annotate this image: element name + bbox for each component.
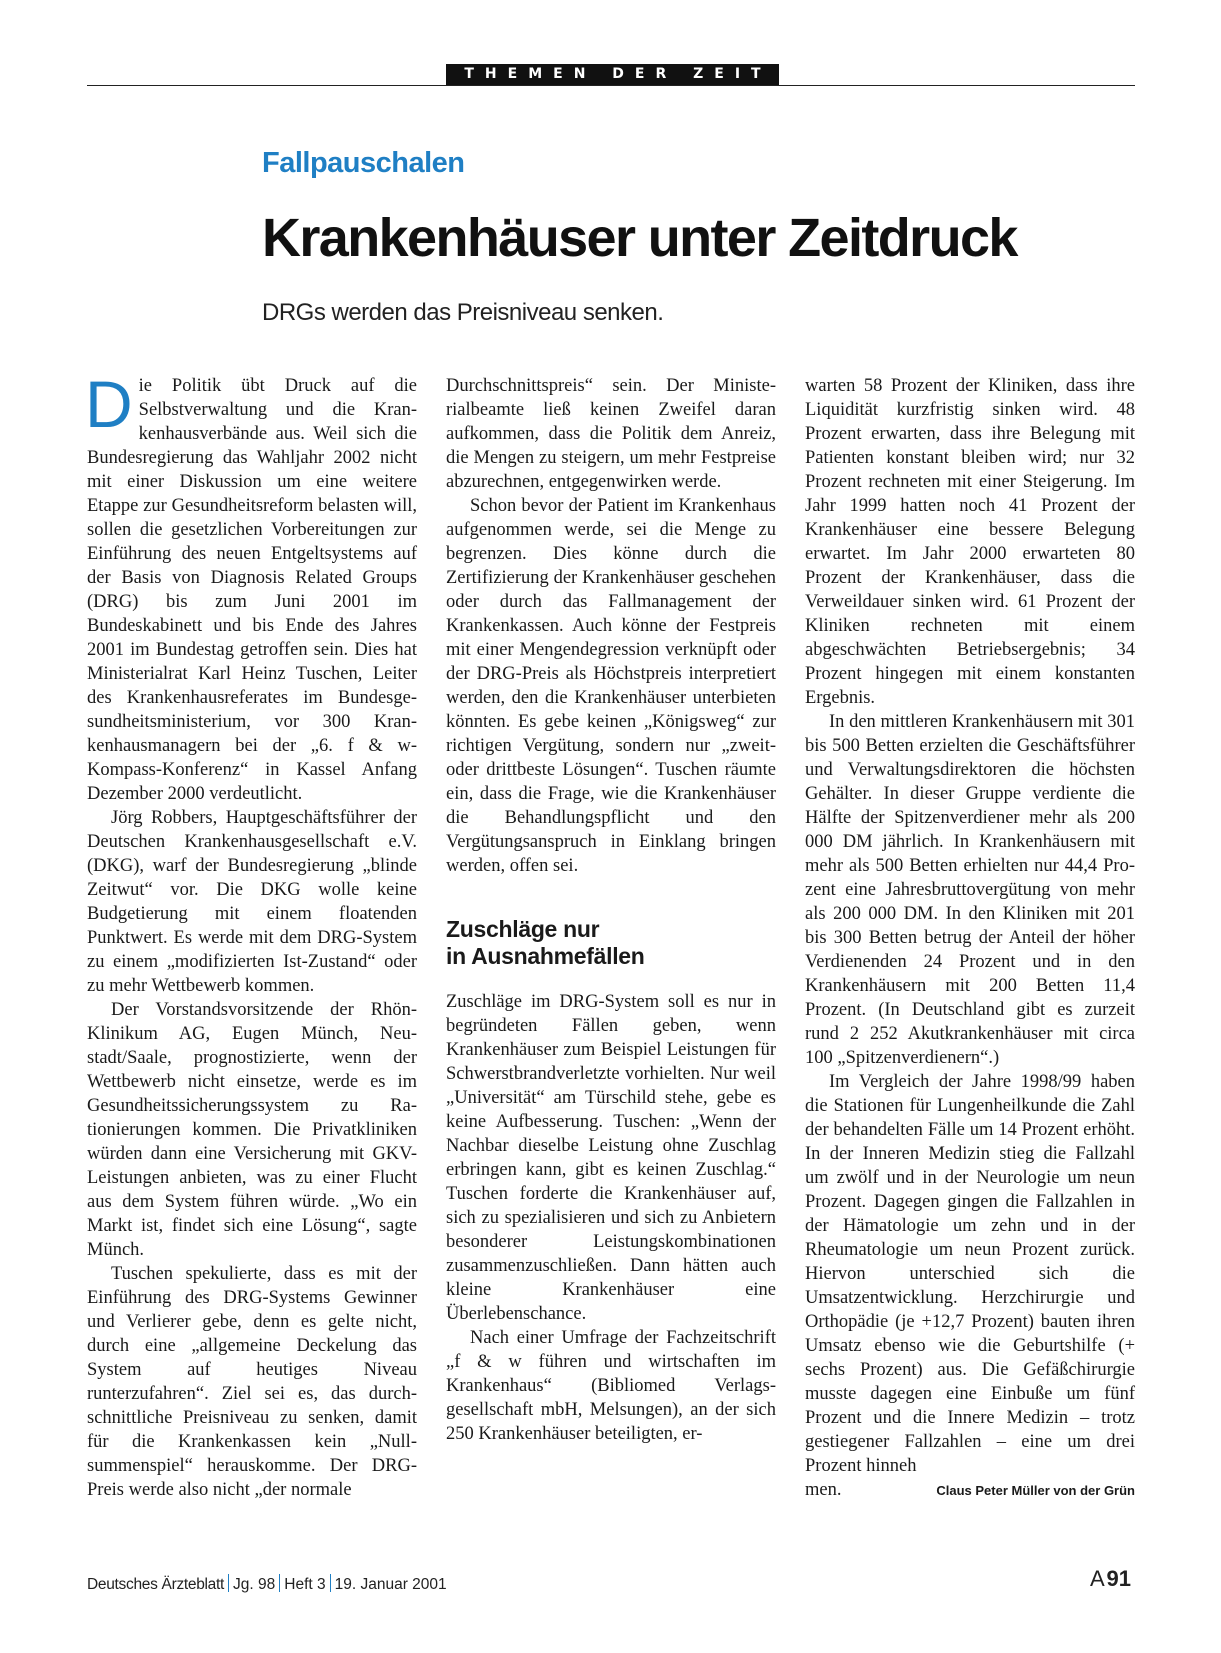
issue-date: 19. Januar 2001	[334, 1576, 447, 1593]
text-column-3	[805, 374, 1135, 1503]
divider	[330, 1574, 331, 1592]
text-column-1	[85, 367, 417, 1502]
section-rule	[87, 85, 1135, 86]
last-word: men.	[805, 1480, 842, 1500]
paragraph: Die Politik übt Druck auf die Selbstverwaltung und die Krankenhausverbände aus. Weil sich die Bundesregierung das Wahljahr 2002 nicht mit einer Diskussion um eine weitere Etappe zur Gesundheitsreform belasten will, sollen die gesetzlichen Vorbereitungen zur Einführung des neuen Entgeltsystems auf der Basis von Diagnosis Related Groups (DRG) bis zum Juni 2001 im Bundeskabinett und bis Ende des Jahres 2001 im Bundestag getroffen sein. Dies hat Ministerialrat Karl Heinz Tuschen, Leiter des Krankenhausreferates im Bundesgesundheitsministerium, vor 300 Krankenhausmanagern bei der „6. f & w-Kompass-Konferenz“ in Kassel Anfang Dezember 2000 verdeutlicht.	[85, 367, 417, 804]
text-column-2	[446, 374, 776, 1446]
paragraph: Im Vergleich der Jahre 1998/99 haben die Stationen für Lungenheilkunde die Zahl der behandelten Fälle um 14 Prozent erhöht. In der Inneren Medizin stieg die Fallzahl um zwölf und in der Neurologie um neun Prozent. Dagegen gingen die Fallzahlen in der Hämatologie um zehn und in der Rheumatologie um neun Prozent zurück. Hiervon unterschied sich die Umsatzentwicklung. Herzchirurgie und Orthopädie (je +12,7 Prozent) bauten ihren Umsatz ebenso wie die Geburtshilfe (+ sechs Prozent) aus. Die Gefäßchirurgie musste dagegen eine Einbuße um fünf Prozent und die Innere Medizin – trotz gestiegener Fallzahlen – eine um drei Prozent hinneh	[805, 1072, 1135, 1476]
paragraph: Jörg Robbers, Hauptgeschäftsführer der Deutschen Krankenhausgesellschaft e.V. (DKG), warf der Bundesregierung „blinde Zeitwut“ vor. Die DKG wolle keine Budgetierung mit einem floatenden Punktwert. Es werde mit dem DRG-System zu einem „modifizierten Ist-Zustand“ oder zu mehr Wettbewerb kommen.	[87, 808, 417, 996]
drop-cap: D	[85, 367, 133, 441]
article-dek: DRGs werden das Preisniveau senken.	[262, 299, 664, 326]
author-byline: Claus Peter Müller von der Grün	[936, 1483, 1135, 1498]
paragraph: In den mittleren Krankenhäusern mit 301 bis 500 Betten erzielten die Geschäftsführer und Verwaltungsdirektoren die höchsten Gehälter. In dieser Gruppe verdiente die Hälfte der Spitzenverdiener mehr als 200 000 DM jährlich. In Krankenhäusern mit mehr als 500 Betten erhielten nur 44,4 Prozent eine Jahresbruttovergütung von mehr als 200 000 DM. In den Kliniken mit 201 bis 300 Betten betrug der Anteil der höher Verdienenden 24 Prozent und in den Krankenhäusern mit 200 Betten 11,4 Prozent. (In Deutschland gibt es zurzeit rund 2 252 Akutkrankenhäuser mit circa 100 „Spitzenverdienern“.)	[805, 712, 1135, 1068]
page-number-value: 91	[1106, 1566, 1132, 1591]
closing-line	[805, 1478, 1135, 1503]
section-tag: THEMEN DER ZEIT	[446, 64, 779, 85]
subheading: Zuschläge nur in Ausnahmefällen	[446, 916, 645, 969]
page-prefix: A	[1090, 1566, 1105, 1591]
paragraph: Der Vorstandsvorsitzende der Rhön-Klinikum AG, Eugen Münch, Neustadt/Saale, prognostizierte, wenn der Wettbewerb nicht einsetze, werde es im Gesundheitssicherungssystem zu Rationierungen kommen. Die Privatkliniken würden dann eine Versicherung mit GKV-Leistungen anbieten, was zu einer Flucht aus dem System führen würde. „Wo ein Markt ist, findet sich eine Lösung“, sagte Münch.	[87, 1000, 417, 1260]
article-headline: Krankenhäuser unter Zeitdruck	[262, 208, 1017, 268]
paragraph: Durchschnittspreis“ sein. Der Ministerialbeamte ließ keinen Zweifel daran aufkommen, dass die Politik dem Anreiz, die Mengen zu steigern, um mehr Festpreise abzurechnen, entgegenwirken werde.	[446, 376, 776, 492]
publication-name: Deutsches Ärzteblatt	[87, 1576, 225, 1593]
divider	[228, 1574, 229, 1592]
page-footer	[87, 1574, 447, 1594]
paragraph: Schon bevor der Patient im Krankenhaus aufgenommen werde, sei die Menge zu begrenzen. Dies könne durch die Zertifizierung der Krankenhäuser geschehen oder durch das Fallmanagement der Krankenkassen. Auch könne der Festpreis mit einer Mengendegression verknüpft oder der DRG-Preis als Höchstpreis interpretiert werden, den die Krankenhäuser unterbieten könnten. Es gebe keinen „Königsweg“ zur richtigen Vergütung, sondern nur „zweit- oder drittbeste Lösungen“. Tuschen räumte ein, dass die Frage, wie die Krankenhäuser die Behandlungspflicht und den Vergütungsanspruch in Einklang bringen werden, offen sei.	[446, 496, 776, 876]
paragraph: Tuschen spekulierte, dass es mit der Einführung des DRG-Systems Gewinner und Verlierer gebe, denn es gelte nicht, durch eine „allgemeine Deckelung das System auf heutiges Niveau runterzufahren“. Ziel sei es, das durchschnittliche Preisniveau zu senken, damit für die Krankenkassen kein „Nullsummenspiel“ herauskomme. Der DRG-Preis werde also nicht „der normale	[87, 1264, 417, 1500]
paragraph: warten 58 Prozent der Kliniken, dass ihre Liquidität kurzfristig sinken wird. 48 Prozent erwarten, dass ihre Belegung mit Patienten konstant bleiben wird; nur 32 Prozent rechneten mit einer Steigerung. Im Jahr 1999 hatten noch 41 Prozent der Krankenhäuser eine bessere Belegung erwartet. Im Jahr 2000 erwarteten 80 Prozent der Krankenhäuser, dass die Verweildauer sinken wird. 61 Prozent der Kliniken rechneten mit einem abgeschwächten Betriebsergebnis; 34 Prozent hingegen mit einem konstanten Ergebnis.	[805, 376, 1135, 708]
paragraph: Zuschläge im DRG-System soll es nur in begründeten Fällen geben, wenn Krankenhäuser zum Beispiel Leistungen für Schwerstbrandverletzte vorhielten. Nur weil „Universität“ am Türschild stehe, gebe es keine Aufbesserung. Tuschen: „Wenn der Nachbar dieselbe Leistung ohne Zuschlag erbringen kann, gibt es keinen Zuschlag.“ Tuschen forderte die Krankenhäuser auf, sich zu spezialisieren und sich zu Anbietern besonderer Leistungskombinationen zusammenzuschließen. Dann hätten auch kleine Krankenhäuser eine Überlebenschance.	[446, 992, 776, 1324]
paragraph: Nach einer Umfrage der Fachzeitschrift „f & w führen und wirtschaften im Krankenhaus“ (Bibliomed Verlagsgesellschaft mbH, Melsungen), an der sich 250 Krankenhäuser beteiligten, er-	[446, 1328, 776, 1444]
article-kicker: Fallpauschalen	[262, 147, 465, 179]
issue: Heft 3	[284, 1576, 326, 1593]
volume: Jg. 98	[233, 1576, 276, 1593]
divider	[279, 1574, 280, 1592]
page-number	[1090, 1566, 1131, 1592]
